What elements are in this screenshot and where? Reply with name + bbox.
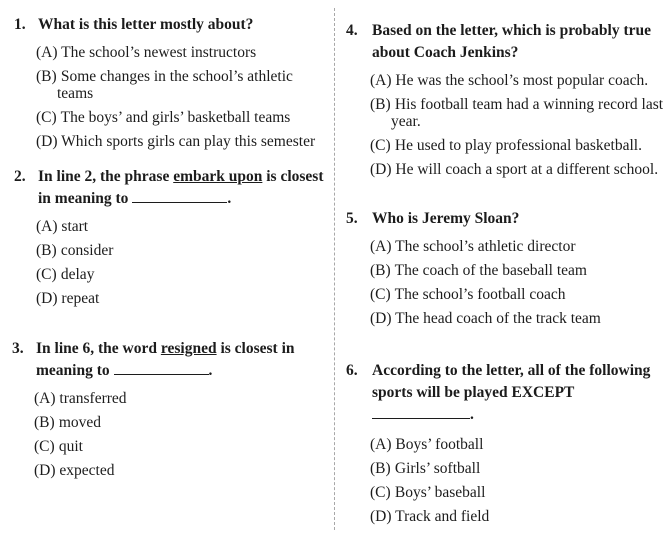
question-2 xyxy=(14,166,332,314)
answer-option[interactable]: (D) Track and field xyxy=(370,508,490,525)
question-3 xyxy=(12,338,332,486)
question-stem: In line 6, the word resigned is closest in meaning to . xyxy=(36,340,295,379)
question-number: 3. xyxy=(12,340,24,357)
answer-option[interactable]: (D) The head coach of the track team xyxy=(370,310,601,327)
question-number: 5. xyxy=(346,210,358,227)
answer-option[interactable]: (B) Some changes in the school’s athletic teams xyxy=(36,68,293,102)
underlined-phrase: resigned xyxy=(160,340,217,357)
question-stem: Based on the letter, which is probably true about Coach Jenkins? xyxy=(372,22,652,61)
answer-option[interactable]: (A) He was the school’s most popular coach. xyxy=(370,72,649,89)
question-number: 2. xyxy=(14,168,26,185)
column-divider xyxy=(334,8,335,530)
answer-option[interactable]: (A) The school’s newest instructors xyxy=(36,44,257,61)
answer-option[interactable]: (B) consider xyxy=(36,242,114,259)
question-number: 4. xyxy=(346,22,358,39)
answer-option[interactable]: (C) quit xyxy=(34,438,83,455)
question-stem: Who is Jeremy Sloan? xyxy=(372,210,520,227)
answer-option[interactable]: (C) He used to play professional basketball. xyxy=(370,137,642,154)
answer-blank xyxy=(132,190,227,203)
answer-option[interactable]: (D) Which sports girls can play this semester xyxy=(36,133,316,150)
answer-blank xyxy=(372,406,470,419)
question-stem: In line 2, the phrase embark upon is closest in meaning to . xyxy=(38,168,324,207)
answer-option[interactable]: (D) repeat xyxy=(36,290,100,307)
question-number: 6. xyxy=(346,362,358,379)
answer-option[interactable]: (A) Boys’ football xyxy=(370,436,484,453)
answer-option[interactable]: (A) The school’s athletic director xyxy=(370,238,576,255)
answer-option[interactable]: (A) start xyxy=(36,218,89,235)
underlined-phrase: embark upon xyxy=(173,168,263,185)
answer-option[interactable]: (D) He will coach a sport at a different school. xyxy=(370,161,659,178)
answer-option[interactable]: (B) Girls’ softball xyxy=(370,460,481,477)
question-number: 1. xyxy=(14,16,26,33)
question-stem: According to the letter, all of the following sports will be played EXCEPT . xyxy=(372,362,651,423)
answer-blank xyxy=(114,362,209,375)
answer-option[interactable]: (C) delay xyxy=(36,266,95,283)
answer-option[interactable]: (B) moved xyxy=(34,414,102,431)
question-5 xyxy=(346,208,669,334)
answer-option[interactable]: (C) The boys’ and girls’ basketball teams xyxy=(36,109,291,126)
question-4 xyxy=(346,20,669,185)
answer-option[interactable]: (C) Boys’ baseball xyxy=(370,484,486,501)
question-stem: What is this letter mostly about? xyxy=(38,16,254,33)
answer-option[interactable]: (D) expected xyxy=(34,462,115,479)
answer-option[interactable]: (A) transferred xyxy=(34,390,127,407)
answer-option[interactable]: (C) The school’s football coach xyxy=(370,286,566,303)
question-1 xyxy=(14,14,332,157)
answer-option[interactable]: (B) The coach of the baseball team xyxy=(370,262,587,279)
question-6 xyxy=(346,360,669,532)
answer-option[interactable]: (B) His football team had a winning record last year. xyxy=(370,96,664,130)
